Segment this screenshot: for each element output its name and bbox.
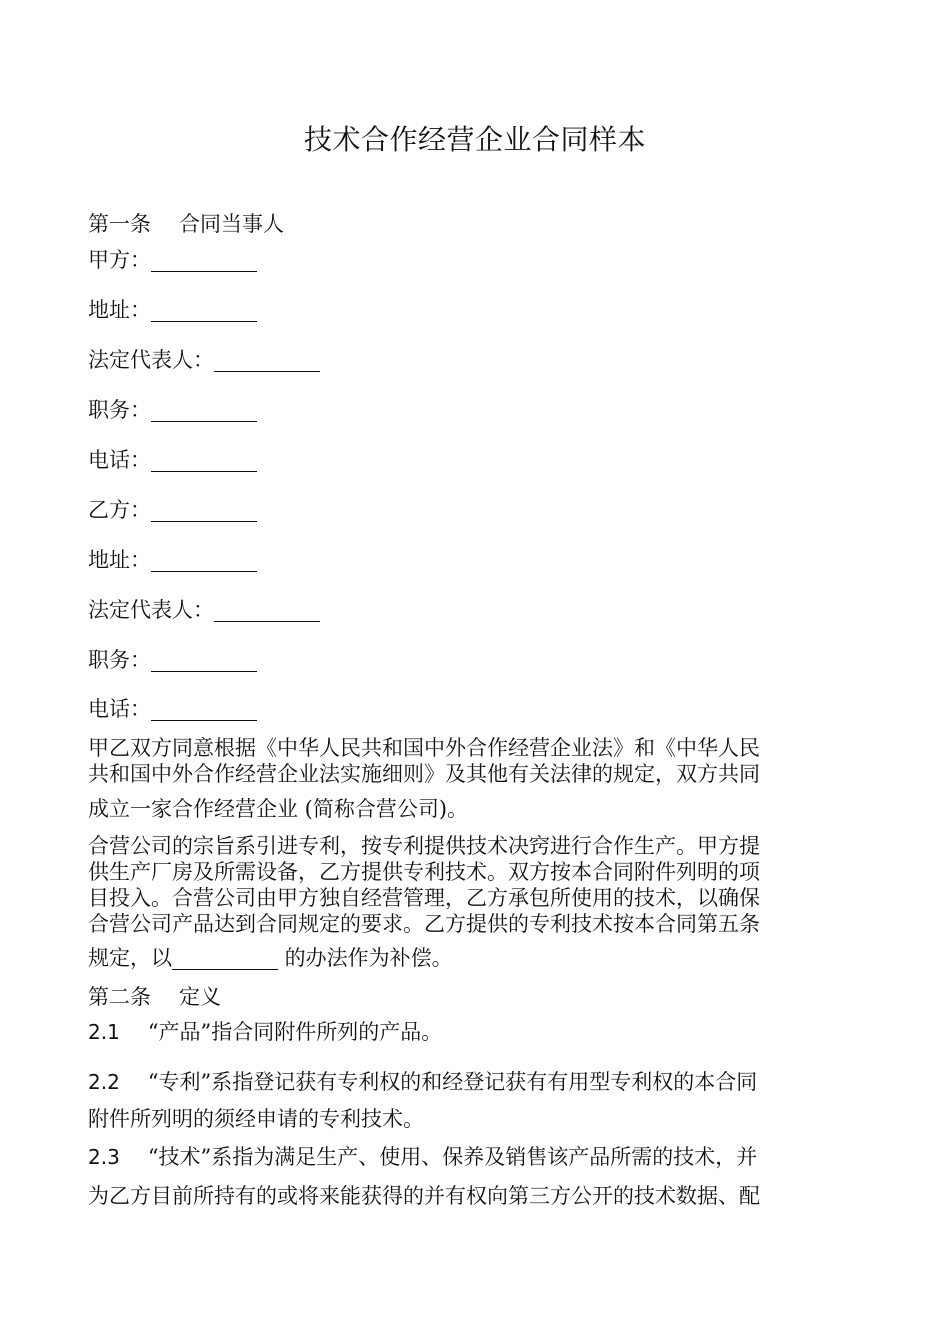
party-a-position-label: 职务： bbox=[88, 398, 151, 422]
compensation-method-blank[interactable] bbox=[172, 947, 278, 970]
para1-line-2: 共和国中外合作经营企业法实施细则》及其他有关法律的规定，双方共同 bbox=[88, 762, 760, 786]
party-b-address-blank[interactable] bbox=[151, 549, 257, 572]
party-b-name-label: 乙方： bbox=[88, 498, 151, 522]
party-a-address-line bbox=[88, 295, 257, 325]
party-a-address-label: 地址： bbox=[88, 298, 151, 322]
party-a-rep-blank[interactable] bbox=[214, 349, 320, 372]
article1-number: 第一条 bbox=[88, 212, 151, 236]
para2-line-2: 供生产厂房及所需设备，乙方提供专利技术。双方按本合同附件列明的项 bbox=[88, 860, 760, 884]
para2-line-5 bbox=[88, 943, 453, 973]
party-a-name-line bbox=[88, 245, 257, 275]
para1-line-1: 甲乙双方同意根据《中华人民共和国中外合作经营企业法》和《中华人民 bbox=[88, 736, 760, 760]
para2-line-4: 合营公司产品达到合同规定的要求。乙方提供的专利技术按本合同第五条 bbox=[88, 912, 760, 936]
article2-heading-line bbox=[88, 982, 221, 1012]
party-b-address-line bbox=[88, 545, 257, 575]
definition-2-3 bbox=[88, 1142, 757, 1172]
party-a-position-blank[interactable] bbox=[151, 399, 257, 422]
party-b-phone-label: 电话： bbox=[88, 697, 151, 721]
definition-2-2 bbox=[88, 1067, 757, 1097]
para1-line-3: 成立一家合作经营企业 (简称合营公司)。 bbox=[88, 797, 469, 821]
para2-last-suffix: 的办法作为补偿。 bbox=[278, 946, 453, 970]
para2-last-prefix: 规定，以 bbox=[88, 946, 172, 970]
definition-2-1-text: “产品”指合同附件所列的产品。 bbox=[147, 1020, 443, 1044]
party-b-phone-blank[interactable] bbox=[151, 698, 257, 721]
party-b-rep-blank[interactable] bbox=[214, 599, 320, 622]
party-b-position-label: 职务： bbox=[88, 648, 151, 672]
party-b-rep-line bbox=[88, 595, 320, 625]
definition-2-3-cont: 为乙方目前所持有的或将来能获得的并有权向第三方公开的技术数据、配 bbox=[88, 1184, 760, 1208]
party-a-phone-label: 电话： bbox=[88, 448, 151, 472]
article1-heading-line bbox=[88, 209, 284, 239]
definition-2-1 bbox=[88, 1017, 442, 1047]
article1-title: 合同当事人 bbox=[179, 212, 284, 236]
article2-number: 第二条 bbox=[88, 985, 151, 1009]
party-a-name-label: 甲方： bbox=[88, 248, 151, 272]
definition-2-2-text: “专利”系指登记获有专利权的和经登记获有有用型专利权的本合同 bbox=[147, 1070, 758, 1094]
party-a-rep-line bbox=[88, 345, 320, 375]
party-a-address-blank[interactable] bbox=[151, 299, 257, 322]
party-b-address-label: 地址： bbox=[88, 548, 151, 572]
party-b-position-line bbox=[88, 645, 257, 675]
para2-line-3: 目投入。合营公司由甲方独自经营管理，乙方承包所使用的技术，以确保 bbox=[88, 886, 760, 910]
definition-2-1-number: 2.1 bbox=[88, 1020, 120, 1044]
party-a-position-line bbox=[88, 395, 257, 425]
party-a-phone-blank[interactable] bbox=[151, 449, 257, 472]
para2-line-1: 合营公司的宗旨系引进专利，按专利提供技术决窍进行合作生产。甲方提 bbox=[88, 834, 760, 858]
party-b-name-line bbox=[88, 495, 257, 525]
party-b-position-blank[interactable] bbox=[151, 649, 257, 672]
party-a-phone-line bbox=[88, 445, 257, 475]
party-b-phone-line bbox=[88, 694, 257, 724]
article2-title: 定义 bbox=[179, 985, 221, 1009]
party-a-rep-label: 法定代表人： bbox=[88, 348, 214, 372]
party-b-rep-label: 法定代表人： bbox=[88, 598, 214, 622]
definition-2-2-cont: 附件所列明的须经申请的专利技术。 bbox=[88, 1107, 424, 1131]
document-title: 技术合作经营企业合同样本 bbox=[303, 123, 646, 156]
definition-2-3-text: “技术”系指为满足生产、使用、保养及销售该产品所需的技术，并 bbox=[147, 1145, 758, 1169]
definition-2-2-number: 2.2 bbox=[88, 1070, 120, 1094]
definition-2-3-number: 2.3 bbox=[88, 1145, 120, 1169]
party-b-name-blank[interactable] bbox=[151, 499, 257, 522]
party-a-name-blank[interactable] bbox=[151, 249, 257, 272]
